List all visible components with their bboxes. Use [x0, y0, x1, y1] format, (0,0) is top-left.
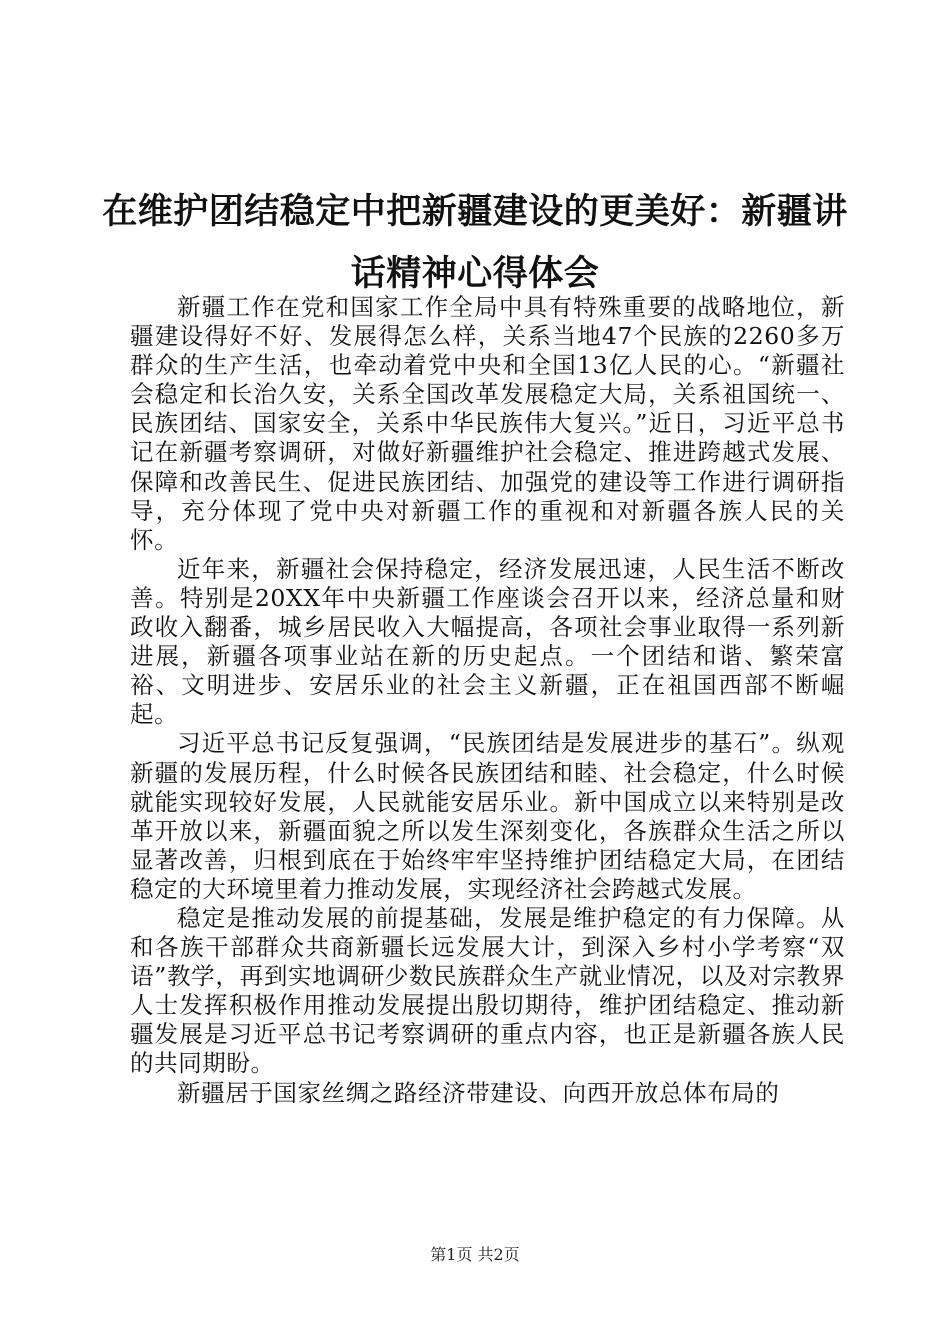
- page-number-footer: 第1页 共2页: [430, 1245, 520, 1264]
- document-body: [130, 293, 845, 1108]
- paragraph-4: 稳定是推动发展的前提基础，发展是维护稳定的有力保障。从和各族干部群众共商新疆长远发展大计，到深入乡村小学考察“双语”教学，再到实地调研少数民族群众生产就业情况，以及对宗教界人士发挥积极作用推动发展提出殷切期待，维护团结稳定、推动新疆发展是习近平总书记考察调研的重点内容，也正是新疆各族人民的共同期盼。: [130, 903, 845, 1078]
- paragraph-3: 习近平总书记反复强调，“民族团结是发展进步的基石”。纵观新疆的发展历程，什么时候各民族团结和睦、社会稳定，什么时候就能实现较好发展，人民就能安居乐业。新中国成立以来特别是改革开放以来，新疆面貌之所以发生深刻变化，各族群众生活之所以显著改善，归根到底在于始终牢牢坚持维护团结稳定大局，在团结稳定的大环境里着力推动发展，实现经济社会跨越式发展。: [130, 729, 845, 903]
- document-title: 在维护团结稳定中把新疆建设的更美好：新疆讲话精神心得体会: [102, 192, 848, 294]
- paragraph-5: 新疆居于国家丝绸之路经济带建设、向西开放总体布局的: [177, 1078, 780, 1107]
- paragraph-1: 新疆工作在党和国家工作全局中具有特殊重要的战略地位，新疆建设得好不好、发展得怎么样，关系当地47个民族的2260多万群众的生产生活，也牵动着党中央和全国13亿人民的心。“新疆社会稳定和长治久安，关系全国改革发展稳定大局，关系祖国统一、民族团结、国家安全，关系中华民族伟大复兴。”近日，习近平总书记在新疆考察调研，对做好新疆维护社会稳定、推进跨越式发展、保障和改善民生、促进民族团结、加强党的建设等工作进行调研指导，充分体现了党中央对新疆工作的重视和对新疆各族人民的关怀。: [130, 293, 845, 554]
- paragraph-2: 近年来，新疆社会保持稳定，经济发展迅速，人民生活不断改善。特别是20XX年中央新疆工作座谈会召开以来，经济总量和财政收入翻番，城乡居民收入大幅提高，各项社会事业取得一系列新进展，新疆各项事业站在新的历史起点。一个团结和谐、繁荣富裕、文明进步、安居乐业的社会主义新疆，正在祖国西部不断崛起。: [130, 554, 845, 729]
